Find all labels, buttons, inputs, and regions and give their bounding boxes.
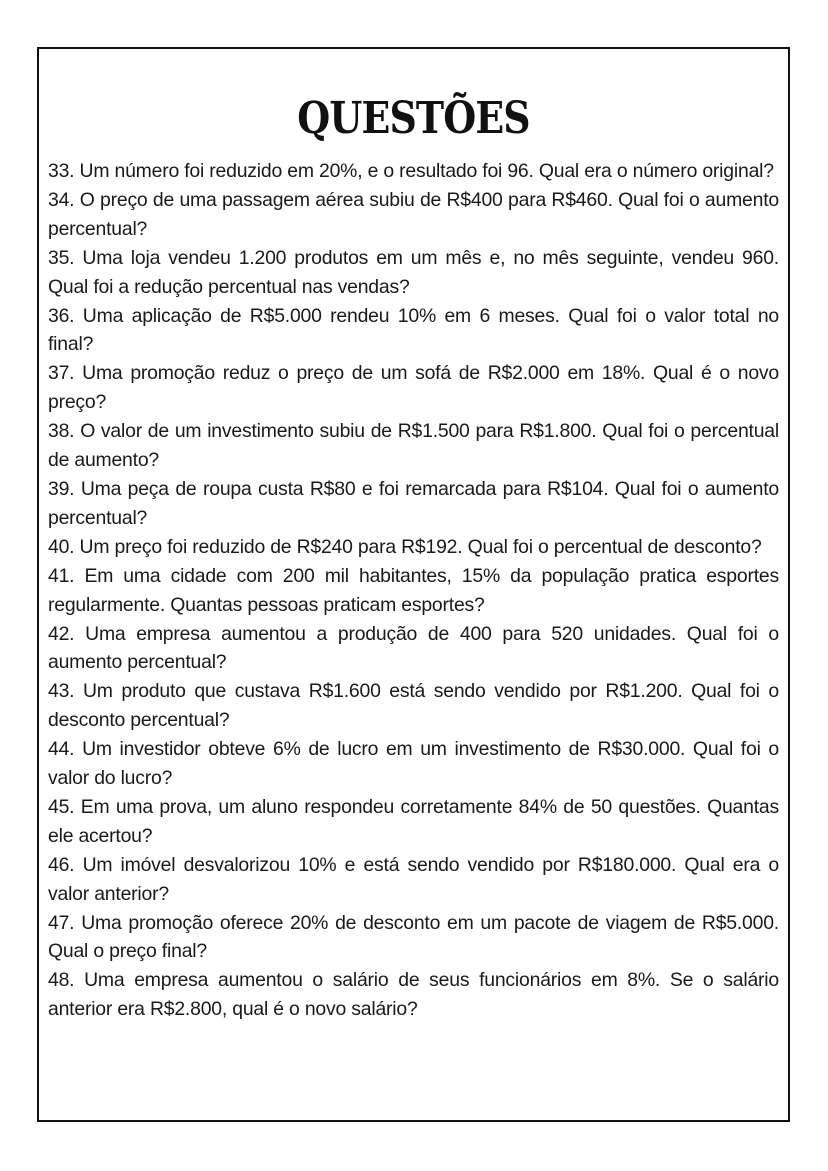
question-item: 45. Em uma prova, um aluno respondeu corretamente 84% de 50 questões. Quantas ele acertou?	[48, 795, 779, 847]
question-item: 39. Uma peça de roupa custa R$80 e foi remarcada para R$104. Qual foi o aumento percentual?	[48, 477, 779, 529]
question-item: 41. Em uma cidade com 200 mil habitantes, 15% da população pratica esportes regularmente. Quantas pessoas praticam esportes?	[48, 564, 779, 616]
question-item: 47. Uma promoção oferece 20% de desconto em um pacote de viagem de R$5.000. Qual o preço final?	[48, 911, 779, 963]
question-item: 48. Uma empresa aumentou o salário de seus funcionários em 8%. Se o salário anterior era R$2.800, qual é o novo salário?	[48, 969, 779, 1021]
question-item: 42. Uma empresa aumentou a produção de 400 para 520 unidades. Qual foi o aumento percentual?	[48, 622, 779, 674]
question-item: 38. O valor de um investimento subiu de R$1.500 para R$1.800. Qual foi o percentual de aumento?	[48, 420, 779, 472]
question-item: 37. Uma promoção reduz o preço de um sofá de R$2.000 em 18%. Qual é o novo preço?	[48, 362, 779, 414]
worksheet-frame	[37, 47, 790, 1122]
question-item: 36. Uma aplicação de R$5.000 rendeu 10% em 6 meses. Qual foi o valor total no final?	[48, 304, 779, 356]
question-item: 34. O preço de uma passagem aérea subiu de R$400 para R$460. Qual foi o aumento percentual?	[48, 188, 779, 240]
question-item: 35. Uma loja vendeu 1.200 produtos em um mês e, no mês seguinte, vendeu 960. Qual foi a redução percentual nas vendas?	[48, 246, 779, 298]
page-title: QUESTÕES	[297, 93, 530, 144]
question-item: 33. Um número foi reduzido em 20%, e o resultado foi 96. Qual era o número original?	[48, 160, 774, 182]
question-item: 46. Um imóvel desvalorizou 10% e está sendo vendido por R$180.000. Qual era o valor anterior?	[48, 853, 779, 905]
question-item: 40. Um preço foi reduzido de R$240 para R$192. Qual foi o percentual de desconto?	[48, 535, 762, 558]
question-item: 43. Um produto que custava R$1.600 está sendo vendido por R$1.200. Qual foi o desconto percentual?	[48, 680, 779, 732]
question-item: 44. Um investidor obteve 6% de lucro em um investimento de R$30.000. Qual foi o valor do lucro?	[48, 738, 779, 790]
question-list	[48, 157, 779, 1024]
